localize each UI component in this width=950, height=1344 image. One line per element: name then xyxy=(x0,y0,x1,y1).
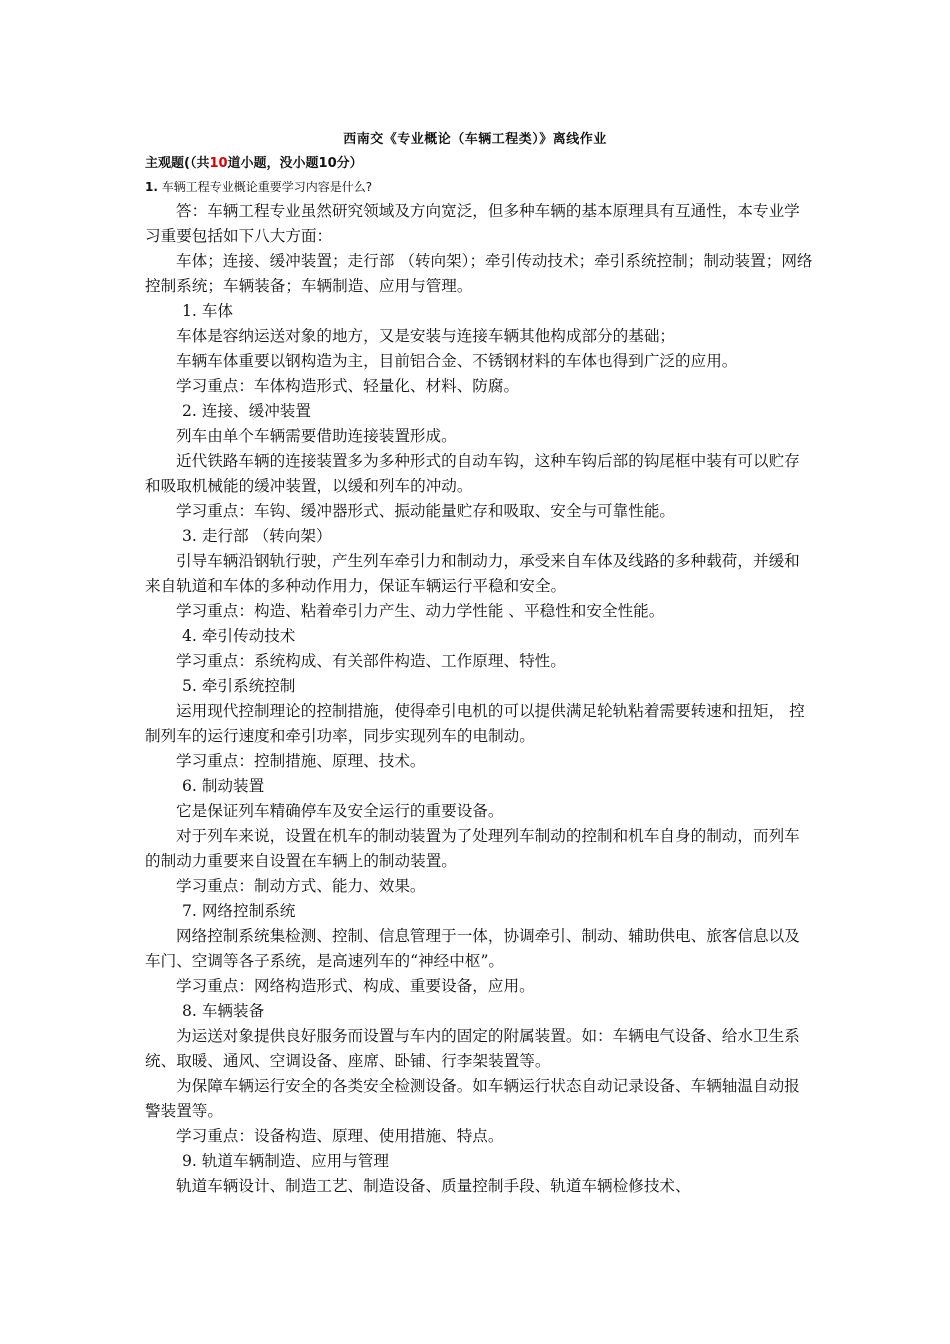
answer-body xyxy=(145,199,813,1199)
answer-paragraph: 网络控制系统集检测、控制、信息管理于一体，协调牵引、制动、辅助供电、旅客信息以及车门、空调等各子系统，是高速列车的“神经中枢”。 xyxy=(145,927,800,970)
answer-paragraph: 车体是容纳运送对象的地方，又是安装与连接车辆其他构成部分的基础； xyxy=(176,327,676,345)
answer-paragraph: 学习重点：构造、粘着牵引力产生、动力学性能 、平稳性和安全性能。 xyxy=(176,602,665,620)
answer-paragraph: 学习重点：设备构造、原理、使用措施、特点。 xyxy=(176,1127,504,1145)
question-count: 10 xyxy=(209,156,228,171)
answer-paragraph: 近代铁路车辆的连接装置多为多种形式的自动车钩，这种车钩后部的钩尾框中装有可以贮存和吸取机械能的缓冲装置，以缓和列车的冲动。 xyxy=(145,452,800,495)
section-item-heading: 1. 车体 xyxy=(182,302,234,320)
section-heading-prefix: 主观题(（共 xyxy=(145,156,210,171)
answer-paragraph: 对于列车来说，设置在机车的制动装置为了处理列车制动的控制和机车自身的制动，而列车的制动力重要来自设置在车辆上的制动装置。 xyxy=(145,827,800,870)
answer-paragraph: 学习重点：控制措施、原理、技术。 xyxy=(176,752,426,770)
answer-paragraph: 运用现代控制理论的控制措施，使得牵引电机的可以提供满足轮轨粘着需要转速和扭矩， 控制列车的运行速度和牵引功率，同步实现列车的电制动。 xyxy=(145,702,805,745)
document-title: 西南交《专业概论（车辆工程类）》离线作业 xyxy=(343,132,607,147)
answer-paragraph: 列车由单个车辆需要借助连接装置形成。 xyxy=(176,427,457,445)
answer-paragraph: 学习重点：制动方式、能力、效果。 xyxy=(176,877,426,895)
section-item-heading: 8. 车辆装备 xyxy=(182,1002,265,1020)
answer-paragraph: 学习重点：网络构造形式、构成、重要设备，应用。 xyxy=(176,977,535,995)
question-number: 1. xyxy=(145,180,158,194)
section-heading xyxy=(145,152,363,171)
section-item-heading: 2. 连接、缓冲装置 xyxy=(182,402,311,420)
answer-paragraph: 它是保证列车精确停车及安全运行的重要设备。 xyxy=(176,802,504,820)
answer-paragraph: 引导车辆沿钢轨行驶，产生列车牵引力和制动力，承受来自车体及线路的多种载荷，并缓和来自轨道和车体的多种动作用力，保证车辆运行平稳和安全。 xyxy=(145,552,800,595)
question-text: 车辆工程专业概论重要学习内容是什么? xyxy=(157,180,373,194)
answer-paragraph: 轨道车辆设计、制造工艺、制造设备、质量控制手段、轨道车辆检修技术、 xyxy=(176,1177,691,1195)
answer-paragraph: 车体；连接、缓冲装置；走行部 （转向架）；牵引传动技术；牵引系统控制；制动装置；网络控制系统；车辆装备；车辆制造、应用与管理。 xyxy=(145,252,813,295)
answer-paragraph: 车辆车体重要以钢构造为主，目前铝合金、不锈钢材料的车体也得到广泛的应用。 xyxy=(176,352,738,370)
answer-paragraph: 学习重点：车体构造形式、轻量化、材料、防腐。 xyxy=(176,377,520,395)
answer-paragraph: 答：车辆工程专业虽然研究领域及方向宽泛，但多种车辆的基本原理具有互通性，本专业学习重要包括如下八大方面： xyxy=(145,202,800,245)
question-prompt xyxy=(145,178,372,195)
section-item-heading: 5. 牵引系统控制 xyxy=(182,677,296,695)
answer-paragraph: 为运送对象提供良好服务而设置与车内的固定的附属装置。如：车辆电气设备、给水卫生系统、取暖、通风、空调设备、座席、卧铺、行李架装置等。 xyxy=(145,1027,800,1070)
answer-paragraph: 学习重点：车钩、缓冲器形式、振动能量贮存和吸取、安全与可靠性能。 xyxy=(176,502,676,520)
section-item-heading: 4. 牵引传动技术 xyxy=(182,627,296,645)
section-heading-suffix: 道小题，没小题10分） xyxy=(227,156,363,171)
answer-paragraph: 为保障车辆运行安全的各类安全检测设备。如车辆运行状态自动记录设备、车辆轴温自动报警装置等。 xyxy=(145,1077,800,1120)
section-item-heading: 3. 走行部 （转向架） xyxy=(182,527,332,545)
section-item-heading: 9. 轨道车辆制造、应用与管理 xyxy=(182,1152,389,1170)
section-item-heading: 6. 制动装置 xyxy=(182,777,265,795)
section-item-heading: 7. 网络控制系统 xyxy=(182,902,296,920)
answer-paragraph: 学习重点：系统构成、有关部件构造、工作原理、特性。 xyxy=(176,652,566,670)
